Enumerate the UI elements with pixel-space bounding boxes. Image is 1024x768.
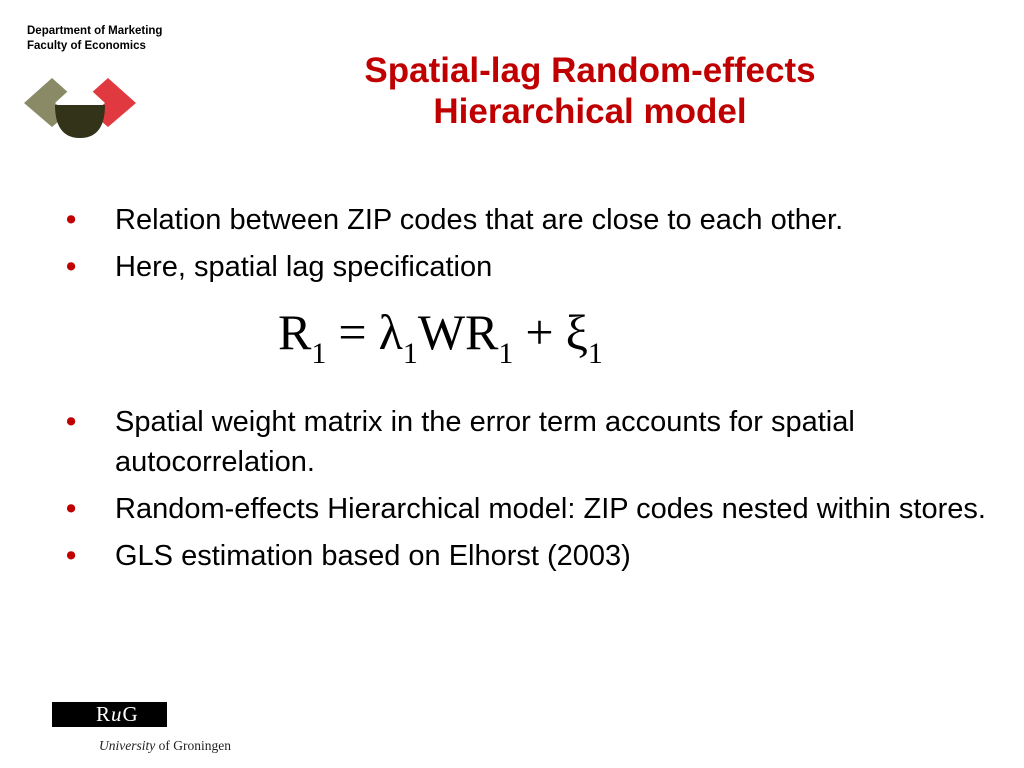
formula-plus: +	[525, 304, 554, 360]
formula-lambda-sub: 1	[402, 337, 418, 370]
bullet-item	[60, 402, 990, 482]
faculty-line: Faculty of Economics	[27, 40, 146, 52]
rug-u: u	[111, 702, 123, 726]
bullet-text: GLS estimation based on Elhorst (2003)	[115, 540, 631, 572]
formula-w: WR	[417, 304, 499, 360]
formula-lhs: R	[278, 304, 312, 360]
formula-equals: =	[338, 304, 367, 360]
bullet-text: Relation between ZIP codes that are close to each other.	[115, 204, 844, 236]
department-label	[27, 24, 162, 54]
bullet-text: Here, spatial lag specification	[115, 251, 493, 283]
bullet-text: Spatial weight matrix in the error term accounts for spatial autocorrelation.	[115, 406, 855, 478]
bullet-marker: •	[66, 204, 77, 236]
university-logo	[24, 72, 136, 138]
bullet-item	[60, 247, 990, 287]
formula-row	[60, 294, 990, 402]
rug-g: G	[122, 702, 139, 726]
bullet-marker: •	[66, 540, 77, 572]
logo-bottom-bowl	[55, 105, 105, 138]
department-line: Department of Marketing	[27, 25, 163, 37]
rug-r: R	[96, 702, 112, 726]
title-line-2: Hierarchical model	[433, 92, 747, 131]
slide-title	[255, 50, 925, 132]
bullet-text: Random-effects Hierarchical model: ZIP codes nested within stores.	[115, 493, 986, 525]
formula-xi: ξ	[565, 304, 588, 360]
bullet-marker: •	[66, 406, 77, 438]
university-italic: University	[99, 738, 156, 753]
university-rest: of Groningen	[155, 738, 231, 753]
title-line-1: Spatial-lag Random-effects	[364, 51, 816, 90]
bullet-marker: •	[66, 251, 77, 283]
formula-w-sub: 1	[498, 337, 514, 370]
bullet-item	[60, 489, 990, 529]
spatial-lag-formula	[278, 302, 603, 384]
formula-lhs-sub: 1	[311, 337, 327, 370]
bullet-list	[60, 200, 990, 583]
bullet-item	[60, 536, 990, 576]
bullet-marker: •	[66, 493, 77, 525]
rug-logo-text	[96, 701, 139, 728]
university-name	[99, 738, 231, 754]
formula-xi-sub: 1	[587, 337, 603, 370]
bullet-item	[60, 200, 990, 240]
formula-lambda: λ	[378, 304, 403, 360]
